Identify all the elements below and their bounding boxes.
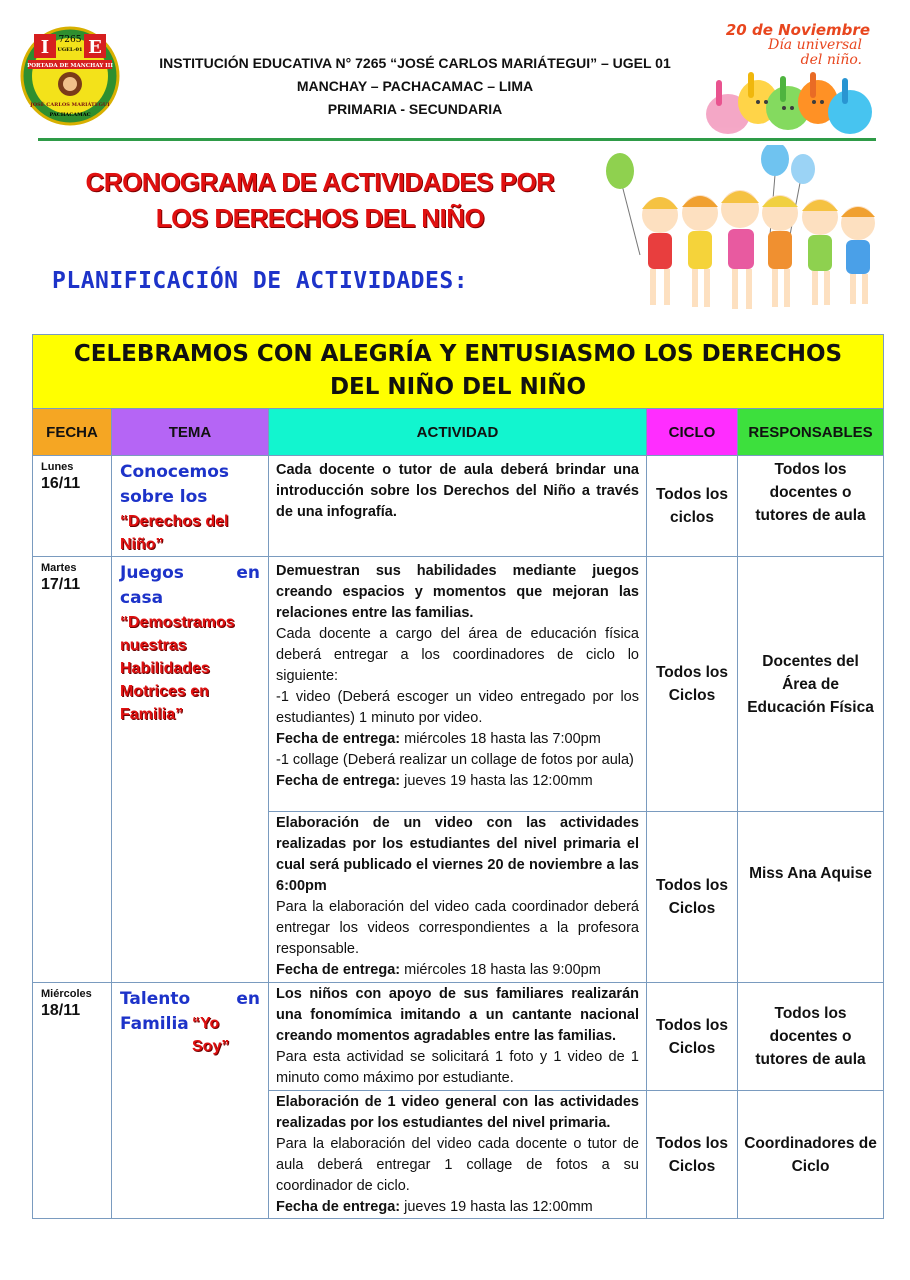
tema-cell [112, 456, 269, 557]
tema-text: Conocemos sobre los [120, 462, 230, 507]
actividad-main: Los niños con apoyo de sus familiares realizarán una fonomímica imitando a un cantante nacional creando momentos agradables entre las familias. [276, 986, 639, 1044]
logo-letter-right: E [88, 37, 102, 58]
fecha-cell [33, 1091, 112, 1219]
ciclo-cell: Todos los Ciclos [647, 1091, 738, 1219]
delivery-date [276, 1197, 639, 1218]
header-divider [38, 138, 876, 141]
logo-ring-text: JOSÉ CARLOS MARIÁTEGUI [30, 102, 110, 108]
row-date: 16/11 [41, 475, 81, 492]
delivery-value: jueves 19 hasta las 12:00mm [404, 1199, 593, 1215]
delivery-label: Fecha de entrega: [276, 962, 401, 978]
planning-heading: PLANIFICACIÓN DE ACTIVIDADES: [52, 268, 469, 294]
tema-cell [112, 557, 269, 812]
delivery-date [276, 771, 639, 792]
actividad-main: Elaboración de 1 video general con las actividades realizadas por los estudiantes del nivel primaria. [276, 1094, 639, 1131]
row-day: Martes [41, 562, 77, 574]
activities-schedule-table [32, 334, 883, 1219]
tema-highlight: “Demostramos nuestras Habilidades Motrices en Familia” [120, 614, 235, 723]
row-date: 18/11 [41, 1002, 81, 1019]
actividad-cell [269, 983, 647, 1091]
row-day: Lunes [41, 461, 74, 473]
ciclo-cell: Todos los ciclos [647, 456, 738, 557]
tema-cell [112, 812, 269, 983]
logo-number: 7265 [58, 35, 82, 45]
logo-bottom-text: PACHACAMAC [49, 112, 91, 118]
responsables-cell: Miss Ana Aquise [738, 812, 884, 983]
delivery-label: Fecha de entrega: [276, 731, 401, 747]
responsables-cell: Todos los docentes o tutores de aula [738, 456, 884, 557]
tema-cell [112, 983, 269, 1091]
actividad-detail: Para la elaboración del video cada coordinador deberá entregar los videos correspondientes a la profesora responsable. [276, 899, 639, 957]
delivery-date [276, 729, 639, 750]
fecha-cell [33, 557, 112, 812]
actividad-detail: Para esta actividad se solicitará 1 foto y 1 video de 1 minuto como máximo por estudiante. [276, 1049, 639, 1086]
delivery-label: Fecha de entrega: [276, 1199, 401, 1215]
header-responsables: RESPONSABLES [738, 409, 884, 456]
children-balloons-illustration [600, 145, 900, 325]
ciclo-cell: Todos los Ciclos [647, 557, 738, 812]
institution-name: INSTITUCIÓN EDUCATIVA N° 7265 “JOSÉ CARLOS MARIÁTEGUI” – UGEL 01 [159, 55, 671, 71]
tema-text: Juegos en casa [120, 563, 260, 608]
actividad-main: Cada docente o tutor de aula deberá brindar una introducción sobre los Derechos del Niño a través de una infografía. [276, 462, 639, 520]
logo-band: PORTADA DE MANCHAY III [27, 63, 113, 69]
header-actividad: ACTIVIDAD [269, 409, 647, 456]
tema-text: Talento en Familia [120, 989, 260, 1034]
table-row [33, 983, 884, 1091]
actividad-main: Elaboración de un video con las actividades realizadas por los estudiantes del nivel primaria el cual será publicado el viernes 20 de noviembre a las 6:00pm [276, 815, 639, 894]
childrens-day-line2: del niño. [800, 52, 862, 68]
delivery-label: Fecha de entrega: [276, 773, 401, 789]
actividad-detail: Para la elaboración del video cada docente o tutor de aula deberá entregar 1 collage de fotos a su coordinador de ciclo. [276, 1136, 639, 1194]
fecha-cell [33, 983, 112, 1091]
delivery-value: miércoles 18 hasta las 7:00pm [404, 731, 601, 747]
document-title-line2: LOS DERECHOS DEL NIÑO [155, 203, 485, 233]
actividad-cell [269, 456, 647, 557]
delivery-date [276, 960, 639, 981]
delivery-value: miércoles 18 hasta las 9:00pm [404, 962, 601, 978]
fecha-cell [33, 812, 112, 983]
ciclo-cell: Todos los Ciclos [647, 812, 738, 983]
document-title-line1: CRONOGRAMA DE ACTIVIDADES POR [85, 167, 555, 197]
delivery-value: jueves 19 hasta las 12:00mm [404, 773, 593, 789]
school-logo [20, 26, 120, 126]
institution-header [130, 52, 700, 121]
actividad-cell [269, 1091, 647, 1219]
tema-highlight: “Derechos del Niño” [120, 513, 229, 553]
actividad-cell [269, 812, 647, 983]
header-ciclo: CICLO [647, 409, 738, 456]
document-title [60, 164, 580, 236]
responsables-cell: Coordinadores de Ciclo [738, 1091, 884, 1219]
childrens-day-subtitle [740, 38, 862, 68]
table-banner-line2: DEL NIÑO DEL NIÑO [329, 374, 587, 400]
table-row [33, 557, 884, 812]
row-date: 17/11 [41, 576, 81, 593]
childrens-day-line1: Día universal [768, 37, 862, 53]
actividad-detail: Cada docente a cargo del área de educación física deberá entregar a los coordinadores de ciclo lo siguiente: [276, 626, 639, 684]
table-row [33, 1091, 884, 1219]
actividad-item-collage: -1 collage (Deberá realizar un collage de fotos por aula) [276, 752, 634, 768]
logo-letter-left: I [40, 37, 50, 58]
actividad-item-video: -1 video (Deberá escoger un video entregado por los estudiantes) 1 minuto por video. [276, 689, 639, 726]
responsables-cell: Todos los docentes o tutores de aula [738, 983, 884, 1091]
table-row [33, 456, 884, 557]
childrens-day-date: 20 de Noviembre [725, 21, 870, 39]
table-banner-line1: CELEBRAMOS CON ALEGRÍA Y ENTUSIASMO LOS DERECHOS [73, 341, 843, 367]
institution-location: MANCHAY – PACHACAMAC – LIMA [296, 78, 534, 94]
responsables-cell: Docentes del Área de Educación Física [738, 557, 884, 812]
row-day: Miércoles [41, 988, 92, 1000]
ciclo-cell: Todos los Ciclos [647, 983, 738, 1091]
logo-ugel: UGEL-01 [57, 47, 83, 53]
actividad-main: Demuestran sus habilidades mediante juegos creando espacios y momentos que mejoran las relaciones entre las familias. [276, 563, 639, 621]
table-row [33, 812, 884, 983]
header-fecha: FECHA [33, 409, 112, 456]
fecha-cell [33, 456, 112, 557]
actividad-cell [269, 557, 647, 812]
institution-levels: PRIMARIA - SECUNDARIA [327, 101, 503, 117]
tema-highlight: “Yo Soy” [192, 1015, 230, 1055]
tema-cell [112, 1091, 269, 1219]
table-banner [33, 335, 884, 409]
header-tema: TEMA [112, 409, 269, 456]
